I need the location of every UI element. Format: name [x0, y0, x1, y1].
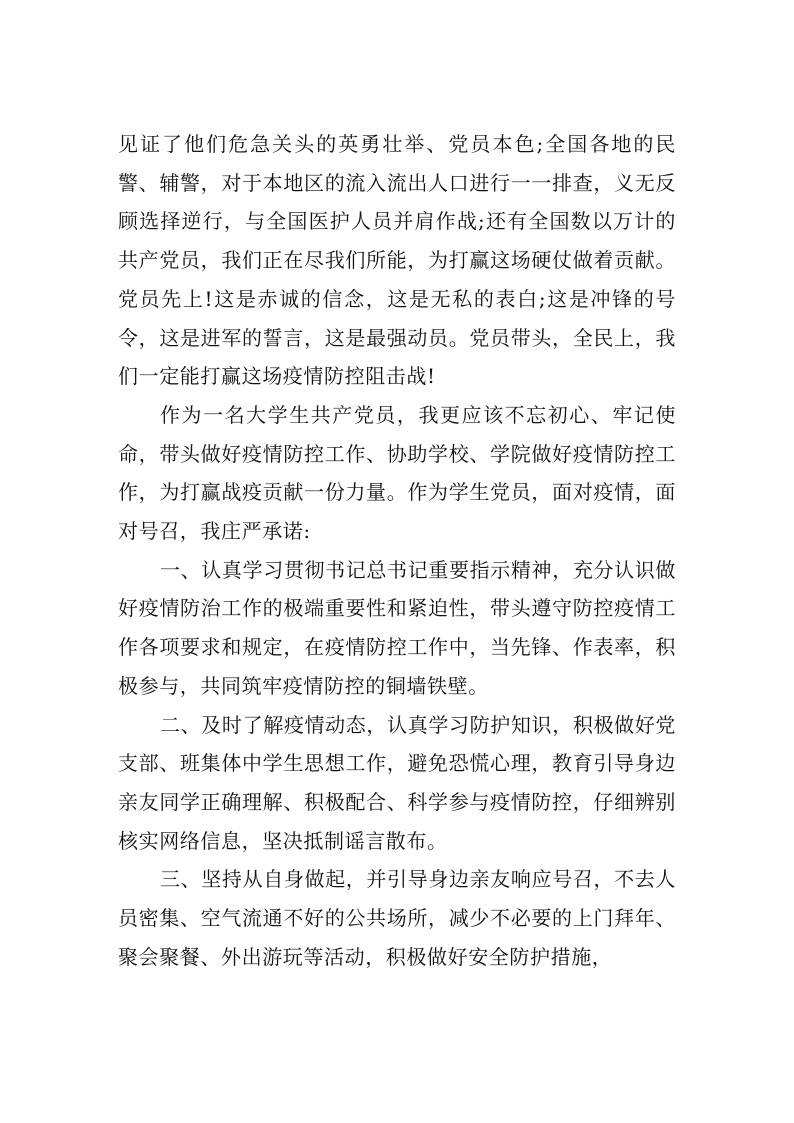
body-paragraph-item-3: 三、坚持从自身做起，并引导身边亲友响应号召，不去人员密集、空气流通不好的公共场所，减少不必要的上门拜年、聚会聚餐、外出游玩等活动，积极做好安全防护措施， [118, 867, 676, 969]
body-paragraph-continuation: 见证了他们危急关头的英勇壮举、党员本色;全国各地的民警、辅警，对于本地区的流入流出人口进行一一排查，义无反顾选择逆行，与全国医护人员并肩作战;还有全国数以万计的共产党员，我们正在尽我们所能，为打赢这场硬仗做着贡献。党员先上!这是赤诚的信念，这是无私的表白;这是冲锋的号令，这是进军的誓言，这是最强动员。党员带头，全民上，我们一定能打赢这场疫情防控阻击战! [118, 132, 676, 389]
body-paragraph-item-2: 二、及时了解疫情动态，认真学习防护知识，积极做好党支部、班集体中学生思想工作，避免恐慌心理，教育引导身边亲友同学正确理解、积极配合、科学参与疫情防控，仔细辨别核实网络信息，坚决抵制谣言散布。 [118, 712, 676, 853]
body-paragraph-commitment-intro: 作为一名大学生共产党员，我更应该不忘初心、牢记使命，带头做好疫情防控工作、协助学校、学院做好疫情防控工作，为打赢战疫贡献一份力量。作为学生党员，面对疫情，面对号召，我庄严承诺: [118, 402, 676, 544]
body-paragraph-item-1: 一、认真学习贯彻书记总书记重要指示精神，充分认识做好疫情防治工作的极端重要性和紧迫性，带头遵守防控疫情工作各项要求和规定，在疫情防控工作中，当先锋、作表率，积极参与，共同筑牢疫情防控的铜墙铁壁。 [118, 557, 676, 698]
